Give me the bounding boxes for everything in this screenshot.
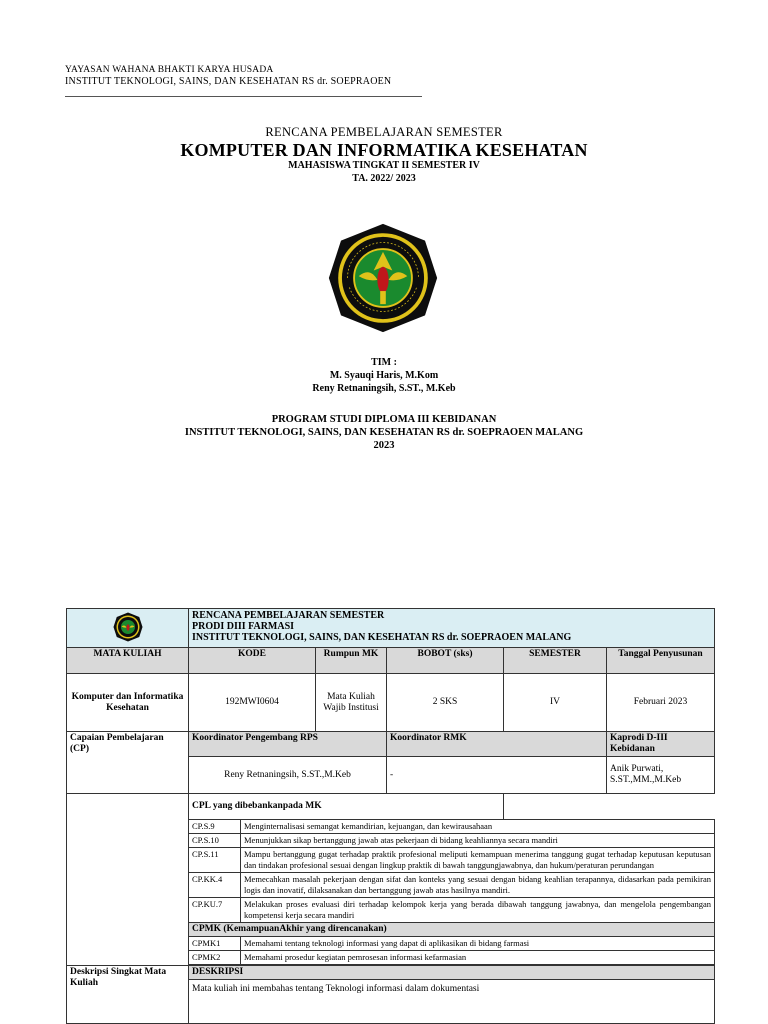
cpmk-code: CPMK2	[189, 951, 241, 965]
cp-spacer	[67, 794, 189, 966]
kaprodi-name: Anik Purwati, S.ST.,MM.,M.Keb	[607, 757, 715, 794]
institute-full-name: INSTITUT TEKNOLOGI, SAINS, DAN KESEHATAN RS dr. SOEPRAOEN MALANG	[184, 427, 584, 438]
koordinator-rps-name: Reny Retnaningsih, S.ST.,M.Keb	[189, 757, 387, 794]
student-level: MAHASISWA TINGKAT II SEMESTER IV	[288, 160, 480, 171]
cpmk-code: CPMK1	[189, 937, 241, 951]
col-kode: KODE	[189, 648, 316, 674]
course-title: KOMPUTER DAN INFORMATIKA KESEHATAN	[180, 140, 588, 160]
table-logo-cell	[67, 609, 189, 648]
col-bobot: BOBOT (sks)	[387, 648, 504, 674]
institute-logo-small	[113, 612, 143, 642]
team-label: TIM :	[371, 357, 397, 368]
institute-name: INSTITUT TEKNOLOGI, SAINS, DAN KESEHATAN RS dr. SOEPRAOEN	[65, 76, 392, 87]
rps-table	[66, 608, 715, 1024]
cpl-text: Melakukan proses evaluasi diri terhadap kelompok kerja yang berada dibawah tanggung jawabnya, dan mengelola pengembangan kompetensi kerja secara mandiri	[241, 898, 715, 923]
capaian-label: Capaian Pembelajaran (CP)	[67, 732, 189, 794]
cpl-code: CP.KK.4	[189, 873, 241, 898]
table-title-line: RENCANA PEMBELAJARAN SEMESTER	[192, 610, 385, 621]
table-title-line: INSTITUT TEKNOLOGI, SAINS, DAN KESEHATAN RS dr. SOEPRAOEN MALANG	[192, 632, 572, 643]
table-title-line: PRODI DIII FARMASI	[192, 621, 295, 632]
col-tanggal: Tanggal Penyusunan	[607, 648, 715, 674]
col-semester: SEMESTER	[504, 648, 607, 674]
cpl-text: Memecahkan masalah pekerjaan dengan sifat dan konteks yang sesuai dengan bidang keahlian terapannya, didasarkan pada pemikiran logis dan inovatif, dilaksanakan dan bertanggung jawab atas hasilnya mandiri.	[241, 873, 715, 898]
header-divider	[65, 96, 422, 97]
team-member: Reny Retnaningsih, S.ST., M.Keb	[312, 383, 456, 394]
deskripsi-label: Deskripsi Singkat Mata Kuliah	[67, 966, 189, 1024]
koordinator-rps-label: Koordinator Pengembang RPS	[189, 732, 387, 757]
deskripsi-header: DESKRIPSI	[189, 966, 715, 980]
cpmk-text: Memahami tentang teknologi informasi yang dapat di aplikasikan di bidang farmasi	[241, 937, 715, 951]
academic-year: TA. 2022/ 2023	[352, 173, 416, 184]
cpl-text: Menginternalisasi semangat kemandirian, kejuangan, dan kewirausahaan	[241, 820, 715, 834]
cpl-code: CP.S.9	[189, 820, 241, 834]
cpl-label: CPL yang dibebankanpada MK	[189, 794, 504, 820]
cpl-code: CP.S.10	[189, 834, 241, 848]
cpl-code: CP.KU.7	[189, 898, 241, 923]
cpl-text: Mampu bertanggung gugat terhadap praktik profesional meliputi kemampuan menerima tanggung gugat terhadap keputusan keputusan dan tindakan profesional sesuai dengan lingkup praktik di bawah tanggungjawabnya, dan hukum/peraturan perundangan	[241, 848, 715, 873]
team-block	[0, 356, 768, 395]
cpl-text: Menunjukkan sikap bertanggung jawab atas pekerjaan di bidang keahliannya secara mandiri	[241, 834, 715, 848]
institution-header	[65, 64, 391, 88]
cpmk-text: Memahami prosedur kegiatan pemrosesan informasi kefarmasian	[241, 951, 715, 965]
kaprodi-label: Kaprodi D-III Kebidanan	[607, 732, 715, 757]
course-date: Februari 2023	[607, 674, 715, 732]
course-credits: 2 SKS	[387, 674, 504, 732]
cpl-code: CP.S.11	[189, 848, 241, 873]
cpmk-label: CPMK (KemampuanAkhir yang direncanakan)	[189, 923, 715, 937]
doc-type: RENCANA PEMBELAJARAN SEMESTER	[265, 125, 503, 139]
institute-logo	[327, 222, 439, 334]
cpl-gap	[504, 794, 715, 820]
course-code: 192MWI0604	[189, 674, 316, 732]
col-rumpun: Rumpun MK	[316, 648, 387, 674]
koordinator-rmk-label: Koordinator RMK	[387, 732, 607, 757]
foundation-name: YAYASAN WAHANA BHAKTI KARYA HUSADA	[65, 65, 274, 75]
course-semester: IV	[504, 674, 607, 732]
program-name: PROGRAM STUDI DIPLOMA III KEBIDANAN	[271, 414, 497, 425]
koordinator-rmk-name: -	[387, 757, 607, 794]
table-title	[189, 609, 715, 648]
col-mata-kuliah: MATA KULIAH	[67, 648, 189, 674]
course-name: Komputer dan Informatika Kesehatan	[67, 674, 189, 732]
deskripsi-text: Mata kuliah ini membahas tentang Teknologi informasi dalam dokumentasi	[189, 980, 715, 1024]
program-block	[0, 413, 768, 452]
course-group: Mata Kuliah Wajib Institusi	[316, 674, 387, 732]
team-member: M. Syauqi Haris, M.Kom	[329, 370, 439, 381]
publication-year: 2023	[373, 440, 395, 451]
